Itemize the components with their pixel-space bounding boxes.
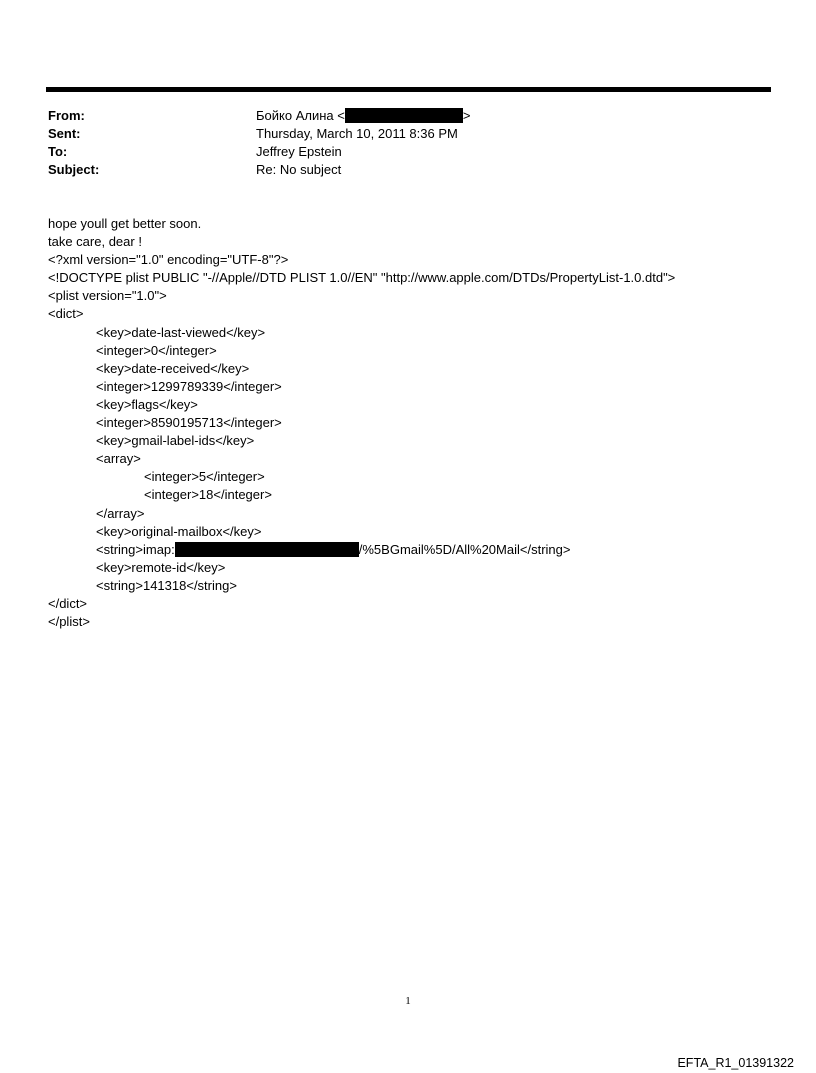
body-line: <dict>	[48, 306, 84, 322]
body-line-imap	[48, 541, 788, 559]
body-line: <integer>5</integer>	[144, 469, 265, 485]
body-line: hope youll get better soon.	[48, 216, 202, 231]
from-name: Бойко Алина <	[256, 108, 345, 123]
body-line: <integer>8590195713</integer>	[96, 415, 282, 431]
body-line: </plist>	[48, 614, 90, 630]
from-label: From:	[48, 108, 85, 123]
subject-label: Subject:	[48, 162, 100, 177]
sent-row	[48, 125, 748, 143]
subject-value: Re: No subject	[256, 162, 342, 177]
to-label: To:	[48, 144, 68, 159]
from-value	[256, 107, 470, 125]
document-id: EFTA_R1_01391322	[677, 1056, 794, 1070]
body-line: <array>	[96, 451, 141, 467]
to-value: Jeffrey Epstein	[256, 144, 342, 159]
redacted-email	[345, 108, 463, 123]
body-line: <key>flags</key>	[96, 396, 198, 412]
to-row	[48, 143, 748, 161]
body-line: <integer>0</integer>	[96, 342, 217, 358]
body-line: <plist version="1.0">	[48, 288, 167, 304]
body-line: <integer>1299789339</integer>	[96, 378, 282, 394]
body-line: <key>date-last-viewed</key>	[96, 324, 266, 340]
body-line: <?xml version="1.0" encoding="UTF-8"?>	[48, 252, 289, 268]
header-rule	[46, 87, 771, 92]
from-close: >	[462, 108, 471, 123]
sent-value: Thursday, March 10, 2011 8:36 PM	[256, 126, 458, 141]
subject-row	[48, 161, 748, 179]
body-line: take care, dear !	[48, 234, 142, 250]
sent-label: Sent:	[48, 126, 81, 141]
body-line: </array>	[96, 505, 145, 521]
imap-suffix: /%5BGmail%5D/All%20Mail</string>	[358, 541, 571, 557]
imap-prefix: <string>imap:	[96, 541, 175, 557]
body-line: <string>141318</string>	[96, 577, 237, 593]
body-line: <key>gmail-label-ids</key>	[96, 433, 255, 449]
body-line: </dict>	[48, 595, 88, 611]
page-number: 1	[405, 995, 411, 1007]
body-line: <!DOCTYPE plist PUBLIC "-//Apple//DTD PLIST 1.0//EN" "http://www.apple.com/DTDs/PropertyList-1.0.dtd">	[48, 270, 676, 286]
email-header	[48, 107, 748, 179]
email-body	[48, 215, 788, 631]
body-line: <key>original-mailbox</key>	[96, 523, 262, 539]
body-line: <key>date-received</key>	[96, 360, 250, 376]
body-line: <key>remote-id</key>	[96, 559, 226, 575]
redacted-mailbox	[175, 542, 359, 557]
from-row	[48, 107, 748, 125]
body-line: <integer>18</integer>	[144, 487, 272, 503]
